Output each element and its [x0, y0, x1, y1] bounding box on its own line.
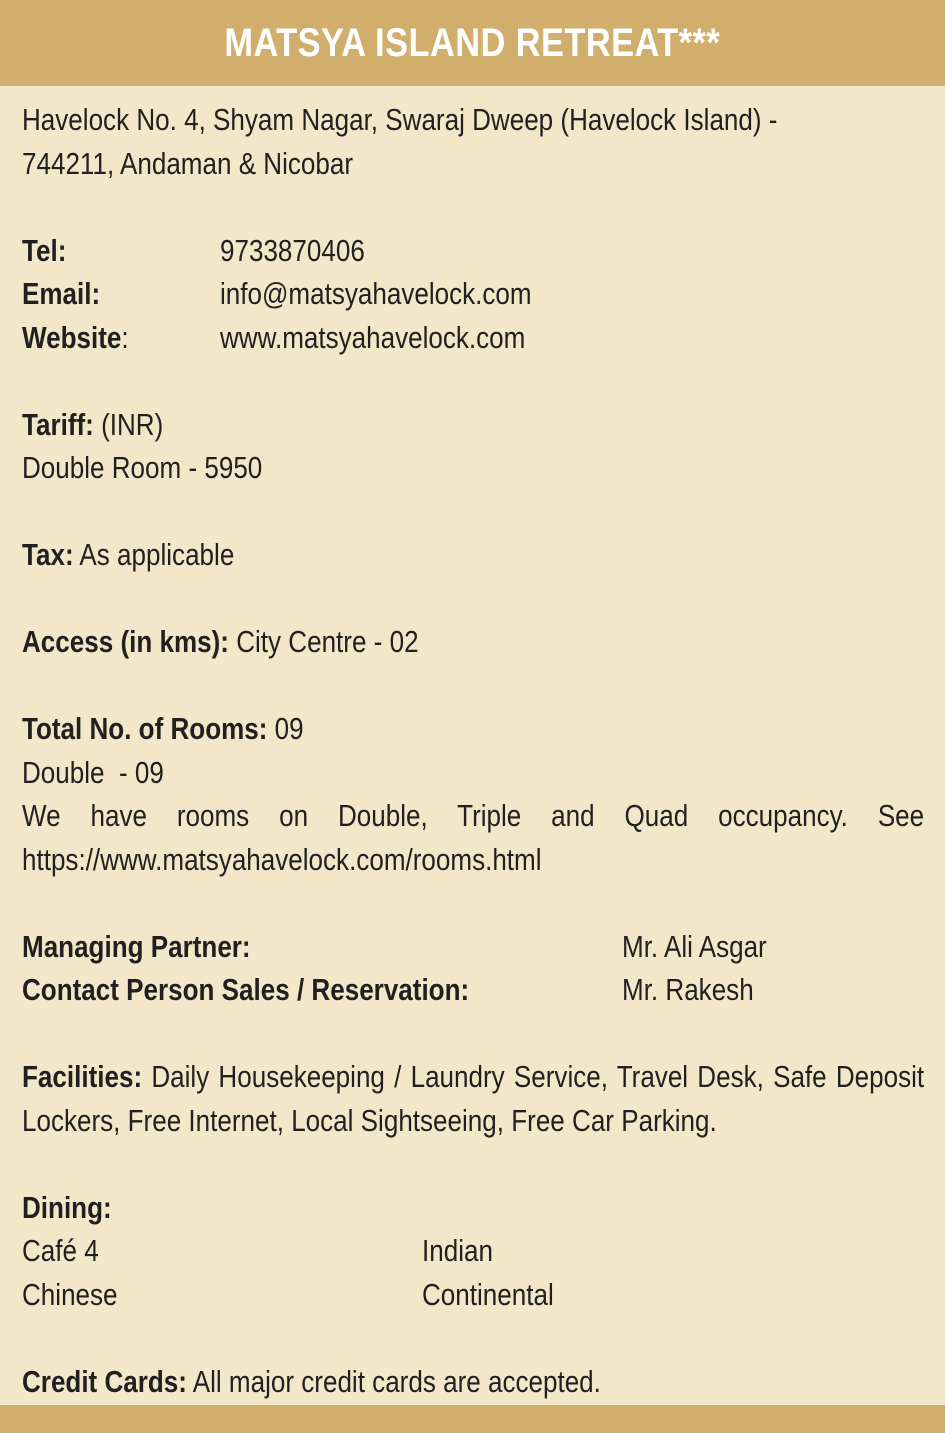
facilities-label: Facilities: — [22, 1059, 143, 1094]
access-row — [22, 620, 924, 664]
credit-cards-value: All major credit cards are accepted. — [186, 1363, 601, 1399]
dining-item: Café 4 — [22, 1233, 99, 1268]
dining-item: Indian — [422, 1233, 493, 1268]
website-link[interactable]: www.matsyahavelock.com — [220, 319, 526, 355]
rooms-label: Total No. of Rooms: — [22, 711, 268, 746]
dining-item: Chinese — [22, 1276, 118, 1312]
website-row: Website: www.matsyahavelock.com — [22, 316, 924, 360]
dining-item: Continental — [422, 1276, 554, 1312]
website-label: Website — [22, 319, 122, 355]
access-value: City Centre - 02 — [228, 624, 419, 659]
footer-band — [0, 1405, 945, 1433]
rooms-double-line: Double - 09 — [22, 754, 164, 790]
rooms-value: 09 — [267, 711, 304, 746]
tariff-row — [22, 403, 924, 447]
rooms-row — [22, 707, 924, 751]
tax-row — [22, 533, 924, 577]
tariff-label: Tariff: — [22, 406, 94, 442]
dining-row-2 — [22, 1273, 924, 1317]
partner-value: Mr. Ali Asgar — [622, 928, 767, 964]
dining-row-1 — [22, 1229, 924, 1273]
credit-cards-row — [22, 1360, 924, 1404]
tariff-room-line: Double Room - 5950 — [22, 450, 263, 485]
email-link[interactable]: info@matsyahavelock.com — [220, 276, 532, 311]
email-label: Email: — [22, 276, 101, 311]
address-line-2: 744211, Andaman & Nicobar — [22, 145, 354, 181]
sales-value: Mr. Rakesh — [622, 972, 754, 1007]
hotel-details — [22, 98, 924, 1403]
facilities-block — [22, 1055, 924, 1142]
hotel-title: MATSYA ISLAND RETREAT*** — [224, 20, 721, 65]
sales-contact-row — [22, 968, 924, 1012]
credit-cards-label: Credit Cards: — [22, 1363, 187, 1399]
rooms-note: We have rooms on Double, Triple and Quad occupancy. See https://www.matsyahavelock.com/rooms.html — [22, 798, 925, 877]
tax-label: Tax: — [22, 537, 74, 572]
address-line-1: Havelock No. 4, Shyam Nagar, Swaraj Dweep (Havelock Island) - — [22, 102, 778, 137]
partner-label: Managing Partner: — [22, 928, 251, 964]
email-row — [22, 272, 924, 316]
access-label: Access (in kms): — [22, 624, 229, 659]
dining-label-row — [22, 1186, 924, 1230]
dining-label: Dining: — [22, 1189, 112, 1225]
sales-label: Contact Person Sales / Reservation: — [22, 972, 470, 1007]
facilities-value: Daily Housekeeping / Laundry Service, Travel Desk, Safe Deposit Lockers, Free Internet, Local Sightseeing, Free Car Parking. — [22, 1059, 925, 1138]
header-band — [0, 0, 945, 86]
tel-label: Tel: — [22, 232, 67, 268]
managing-partner-row — [22, 925, 924, 969]
tel-row — [22, 229, 924, 273]
tax-value: As applicable — [73, 537, 235, 572]
tariff-currency: (INR) — [93, 406, 164, 442]
tel-value[interactable]: 9733870406 — [220, 232, 365, 268]
